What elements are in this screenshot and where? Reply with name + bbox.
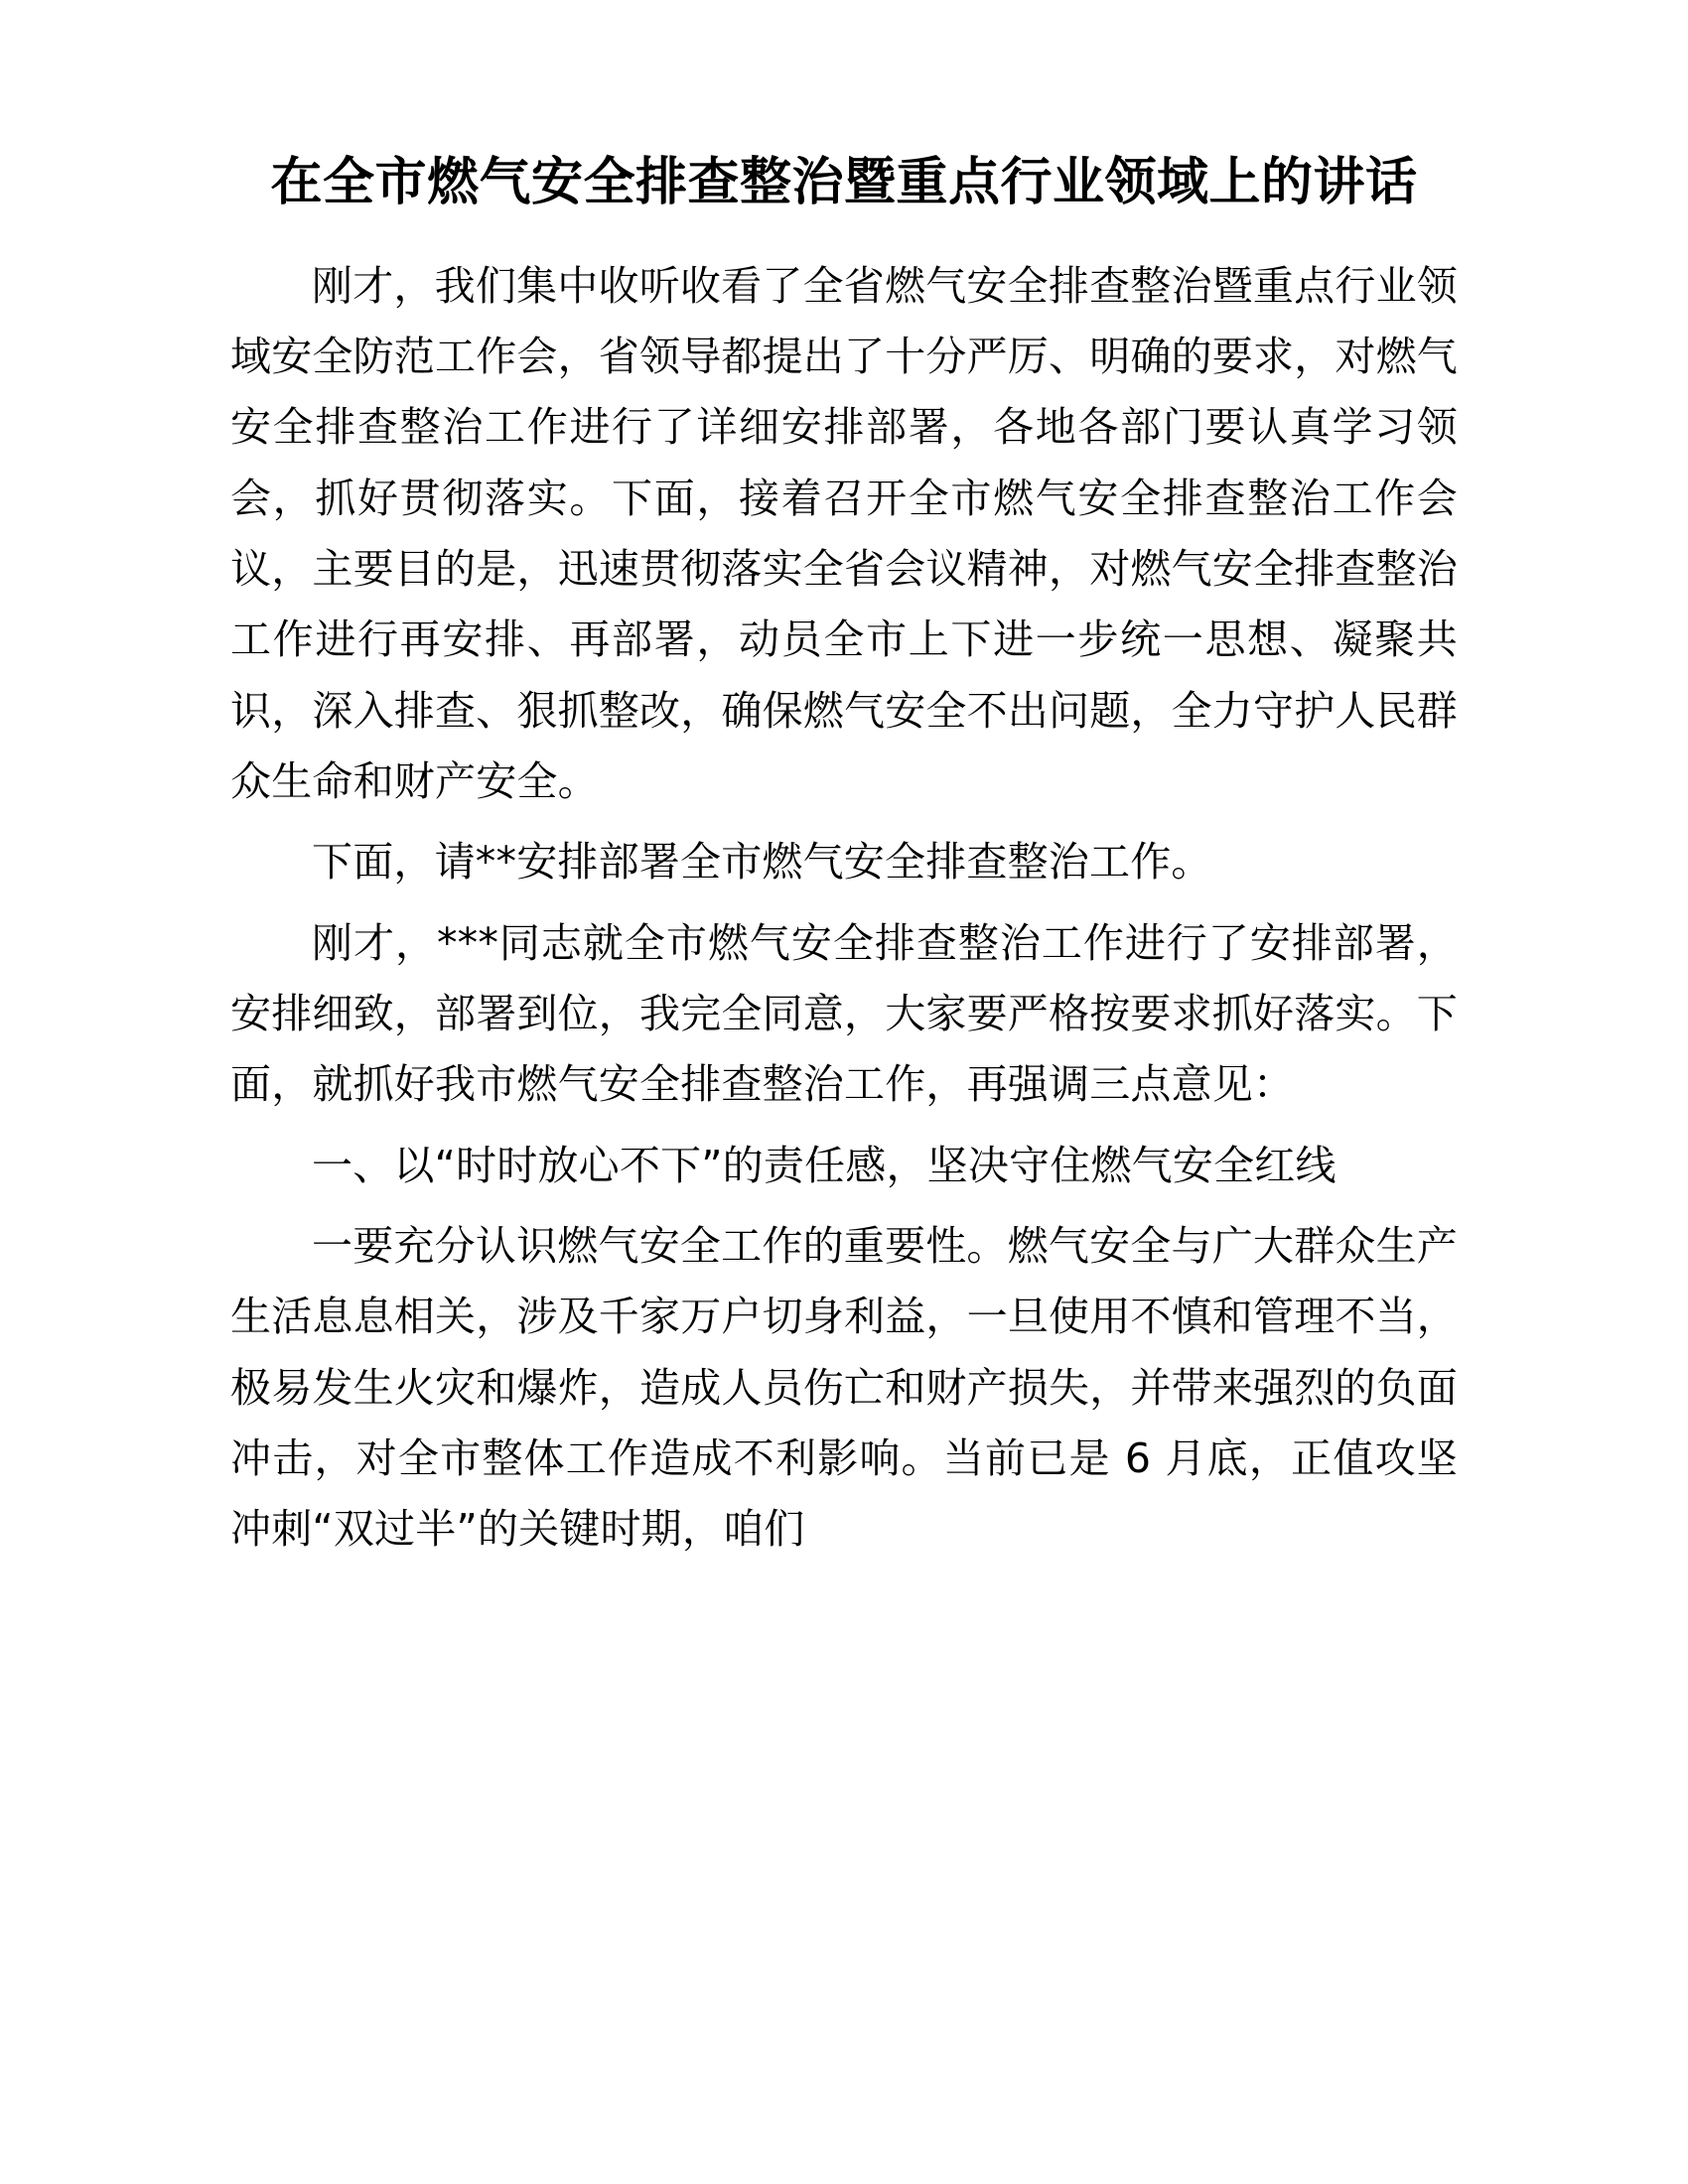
section-one-heading: 一、以“时时放心不下”的责任感，坚决守住燃气安全红线 bbox=[312, 1141, 1336, 1189]
section-one-body: 一要充分认识燃气安全工作的重要性。燃气安全与广大群众生产生活息息相关，涉及千家万户切身利益，一旦使用不慎和管理不当，极易发生火灾和爆炸，造成人员伤亡和财产损失，并带来强烈的负面冲击，对全市整体工作造成不利影响。当前已是 6 月底，正值攻坚冲刺“双过半”的关键时期，咱们 bbox=[230, 1221, 1458, 1554]
document-body bbox=[230, 251, 1458, 1566]
paragraph-after-speech: 刚才，***同志就全市燃气安全排查整治工作进行了安排部署，安排细致，部署到位，我完全同意，大家要严格按要求抓好落实。下面，就抓好我市燃气安全排查整治工作，再强调三点意见： bbox=[230, 918, 1458, 1109]
paragraph-invite-speaker: 下面，请**安排部署全市燃气安全排查整治工作。 bbox=[312, 838, 1212, 887]
page-title: 在全市燃气安全排查整治暨重点行业领域上的讲话 bbox=[270, 153, 1418, 212]
paragraph-intro: 刚才，我们集中收听收看了全省燃气安全排查整治暨重点行业领域安全防范工作会，省领导都提出了十分严厉、明确的要求，对燃气安全排查整治工作进行了详细安排部署，各地各部门要认真学习领会，抓好贯彻落实。下面，接着召开全市燃气安全排查整治工作会议，主要目的是，迅速贯彻落实全省会议精神，对燃气安全排查整治工作进行再安排、再部署，动员全市上下进一步统一思想、凝聚共识，深入排查、狠抓整改，确保燃气安全不出问题，全力守护人民群众生命和财产安全。 bbox=[230, 261, 1458, 805]
